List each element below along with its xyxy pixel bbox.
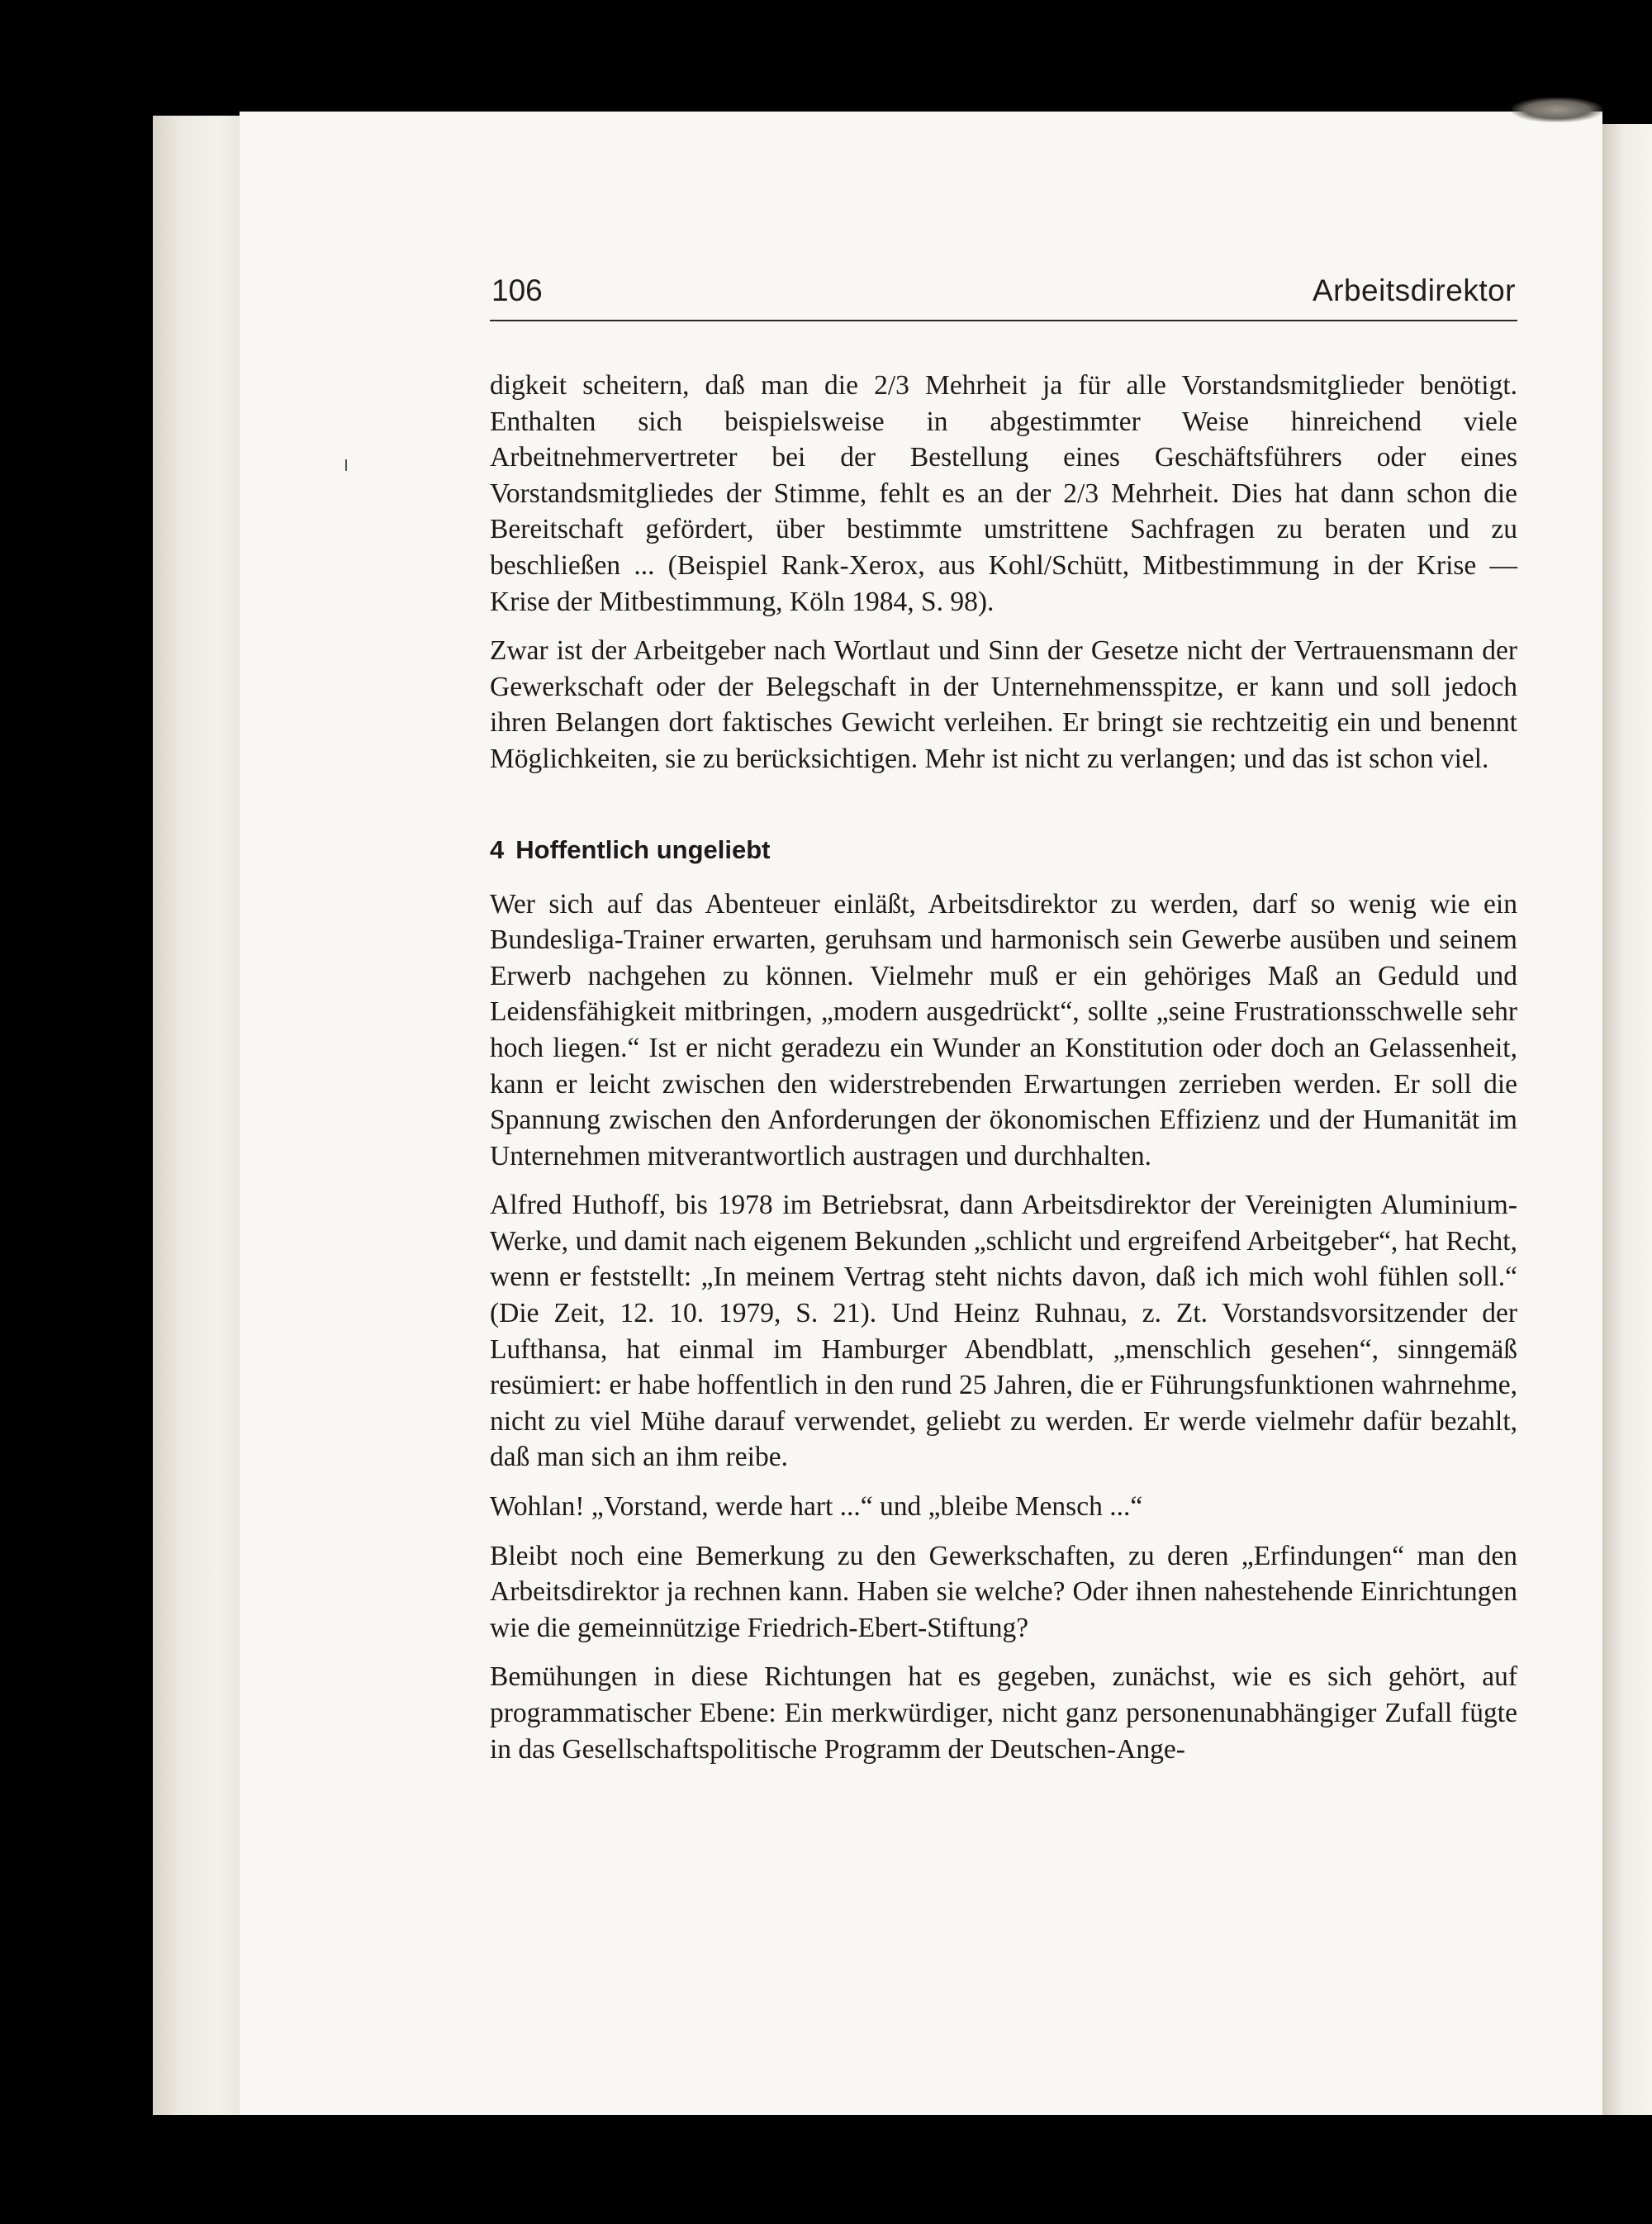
paragraph: Bleibt noch eine Bemerkung zu den Gewerkschaften, zu deren „Erfindungen“ man den Arbeitsdirektor ja rechnen kann. Haben sie welche? Oder ihnen nahestehende Einrichtungen wie die gemeinnützige Friedrich-Ebert-Stiftung? (490, 1540, 1517, 1643)
paragraph: Wohlan! „Vorstand, werde hart ...“ und „bleibe Mensch ...“ (490, 1491, 1143, 1523)
page-body (490, 368, 1517, 1780)
margin-mark (345, 459, 347, 471)
paragraph: Alfred Huthoff, bis 1978 im Betriebsrat, dann Arbeitsdirektor der Vereinigten Aluminium-Werke, und damit nach eigenem Bekunden „schlicht und ergreifend Arbeitgeber“, hat Recht, wenn er feststellt: „In meinem Vertrag steht nichts davon, daß ich mich wohl fühlen soll.“ (Die Zeit, 12. 10. 1979, S. 21). Und Heinz Ruhnau, z. Zt. Vorstandsvorsitzender der Lufthansa, hat einmal im Hamburger Abendblatt, „menschlich gesehen“, sinngemäß resümiert: er habe hoffentlich in den rund 25 Jahren, die er Führungsfunktionen wahrnehme, nicht zu viel Mühe darauf verwendet, geliebt zu werden. Er werde vielmehr dafür bezahlt, daß man sich an ihm reibe. (490, 1190, 1517, 1473)
page-stack-edge (153, 116, 244, 2115)
paragraph: Wer sich auf das Abenteuer einläßt, Arbeitsdirektor zu werden, darf so wenig wie ein Bundesliga-Trainer erwarten, geruhsam und harmonisch sein Gewerbe ausüben und seinem Erwerb nachgehen zu können. Vielmehr muß er ein gehöriges Maß an Geduld und Leidensfähigkeit mitbringen, „modern ausgedrückt“, sollte „seine Frustrationsschwelle sehr hoch liegen.“ Ist er nicht geradezu ein Wunder an Konstitution oder doch an Gelassenheit, kann er leicht zwischen den widerstrebenden Erwartungen zerrieben werden. Er soll die Spannung zwischen den Anforderungen der ökonomischen Effizienz und der Humanität im Unternehmen mitverantwortlich austragen und durchhalten. (490, 888, 1517, 1171)
section-number: 4 (490, 834, 505, 864)
scan-background (0, 2115, 1652, 2224)
paragraph: Zwar ist der Arbeitgeber nach Wortlaut und Sinn der Gesetze nicht der Vertrauensmann der Gewerkschaft oder der Belegschaft in der Unternehmensspitze, er kann und soll jedoch ihren Belangen dort faktisches Gewicht verleihen. Er bringt sie rechtzeitig ein und benennt Möglichkeiten, sie zu berücksichtigen. Mehr ist nicht zu verlangen; und das ist schon viel. (490, 635, 1517, 774)
section-title: Hoffentlich ungeliebt (515, 834, 771, 864)
page-header (490, 270, 1517, 321)
paragraph: Bemühungen in diese Richtungen hat es gegeben, zunächst, wie es sich gehört, auf programmatischer Ebene: Ein merkwürdiger, nicht ganz personenunabhängiger Zufall fügte in das Gesellschaftspolitische Programm der Deutschen-Ange- (490, 1661, 1517, 1765)
section-heading (490, 832, 1517, 868)
page-corner-shadow (1512, 97, 1602, 122)
paragraph: digkeit scheitern, daß man die 2/3 Mehrheit ja für alle Vorstandsmitglieder benötigt. Enthalten sich beispielsweise in abgestimmter Weise hinreichend viele Arbeitnehmervertreter bei der Bestellung eines Geschäftsführers oder eines Vorstandsmitgliedes der Stimme, fehlt es an der 2/3 Mehrheit. Dies hat dann schon die Bereitschaft gefördert, über bestimmte umstrittene Sachfragen zu beraten und zu beschließen ... (Beispiel Rank-Xerox, aus Kohl/Schütt, Mitbestimmung in der Krise — Krise der Mitbestimmung, Köln 1984, S. 98). (490, 370, 1517, 617)
running-title: Arbeitsdirektor (1312, 273, 1516, 307)
binding-gutter (1602, 124, 1652, 2115)
page-number: 106 (491, 273, 543, 307)
